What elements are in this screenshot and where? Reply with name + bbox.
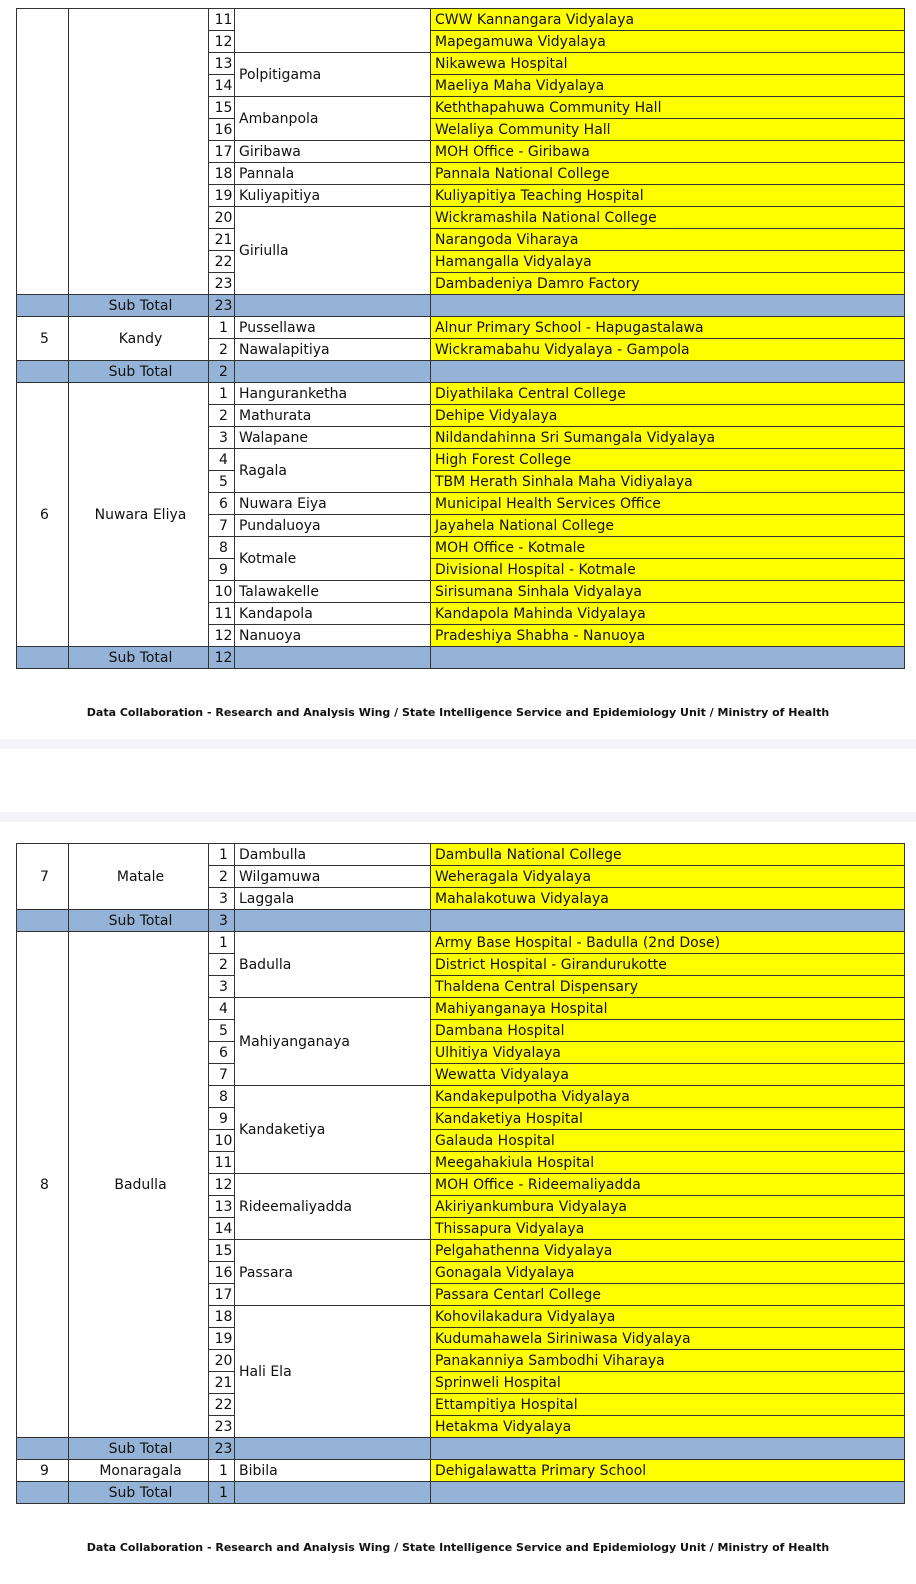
row-index: 2 [209, 954, 235, 976]
row-index: 20 [209, 1350, 235, 1372]
site-name: Divisional Hospital - Kotmale [431, 559, 905, 581]
row-index: 11 [209, 9, 235, 31]
row-index: 4 [209, 998, 235, 1020]
page-footer: Data Collaboration - Research and Analysis Wing / State Intelligence Service and Epidemiology Unit / Ministry of Health [86, 706, 830, 719]
row-index: 21 [209, 229, 235, 251]
town-name: Ambanpola [235, 97, 431, 141]
site-name: Dambana Hospital [431, 1020, 905, 1042]
site-name: Nildandahinna Sri Sumangala Vidyalaya [431, 427, 905, 449]
site-name: Ulhitiya Vidyalaya [431, 1042, 905, 1064]
row-index: 11 [209, 603, 235, 625]
subtotal-spacer [17, 295, 69, 317]
site-name: Hamangalla Vidyalaya [431, 251, 905, 273]
town-name: Kuliyapitiya [235, 185, 431, 207]
town-name: Hali Ela [235, 1306, 431, 1438]
district-no-cell [17, 9, 69, 295]
town-name: Dambulla [235, 844, 431, 866]
town-name: Hanguranketha [235, 383, 431, 405]
town-name: Mahiyanganaya [235, 998, 431, 1086]
site-name: Gonagala Vidyalaya [431, 1262, 905, 1284]
site-name: Akiriyankumbura Vidyalaya [431, 1196, 905, 1218]
site-name: MOH Office - Rideemaliyadda [431, 1174, 905, 1196]
subtotal-spacer [17, 1438, 69, 1460]
site-name: Army Base Hospital - Badulla (2nd Dose) [431, 932, 905, 954]
town-name: Walapane [235, 427, 431, 449]
district-name: Matale [69, 844, 209, 910]
town-name: Pannala [235, 163, 431, 185]
site-name: Narangoda Viharaya [431, 229, 905, 251]
subtotal-spacer [17, 1482, 69, 1504]
row-index: 22 [209, 1394, 235, 1416]
row-index: 17 [209, 141, 235, 163]
town-name: Pussellawa [235, 317, 431, 339]
row-index: 18 [209, 1306, 235, 1328]
table-page-1 [16, 8, 904, 669]
site-name: Mahalakotuwa Vidyalaya [431, 888, 905, 910]
row-index: 3 [209, 976, 235, 998]
site-name: Sirisumana Sinhala Vidyalaya [431, 581, 905, 603]
page-footer: Data Collaboration - Research and Analysis Wing / State Intelligence Service and Epidemiology Unit / Ministry of Health [86, 1541, 830, 1554]
row-index: 2 [209, 405, 235, 427]
site-name: Kohovilakadura Vidyalaya [431, 1306, 905, 1328]
town-name: Bibila [235, 1460, 431, 1482]
row-index: 6 [209, 493, 235, 515]
site-name: Kandakepulpotha Vidyalaya [431, 1086, 905, 1108]
row-index: 10 [209, 581, 235, 603]
table-page-2 [16, 843, 904, 1504]
site-name: Mapegamuwa Vidyalaya [431, 31, 905, 53]
row-index: 13 [209, 53, 235, 75]
row-index: 12 [209, 31, 235, 53]
town-name: Laggala [235, 888, 431, 910]
site-name: Panakanniya Sambodhi Viharaya [431, 1350, 905, 1372]
town-name: Giriulla [235, 207, 431, 295]
site-name: Pelgahathenna Vidyalaya [431, 1240, 905, 1262]
row-index: 1 [209, 1460, 235, 1482]
page-gap [0, 812, 916, 822]
subtotal-blank [431, 910, 905, 932]
subtotal-blank [235, 361, 431, 383]
subtotal-count: 3 [209, 910, 235, 932]
town-name: Badulla [235, 932, 431, 998]
town-name: Giribawa [235, 141, 431, 163]
site-name: Meegahakiula Hospital [431, 1152, 905, 1174]
site-name: Alnur Primary School - Hapugastalawa [431, 317, 905, 339]
town-name: Talawakelle [235, 581, 431, 603]
town-name: Kotmale [235, 537, 431, 581]
district-no: 5 [17, 317, 69, 361]
row-index: 2 [209, 339, 235, 361]
site-name: TBM Herath Sinhala Maha Vidiyalaya [431, 471, 905, 493]
site-name: MOH Office - Giribawa [431, 141, 905, 163]
town-name: Nuwara Eiya [235, 493, 431, 515]
row-index: 4 [209, 449, 235, 471]
site-name: Kandaketiya Hospital [431, 1108, 905, 1130]
site-name: Sprinweli Hospital [431, 1372, 905, 1394]
site-name: MOH Office - Kotmale [431, 537, 905, 559]
row-index: 15 [209, 97, 235, 119]
site-name: Kuliyapitiya Teaching Hospital [431, 185, 905, 207]
row-index: 7 [209, 515, 235, 537]
site-name: High Forest College [431, 449, 905, 471]
subtotal-blank [235, 295, 431, 317]
row-index: 3 [209, 427, 235, 449]
row-index: 21 [209, 1372, 235, 1394]
subtotal-label: Sub Total [69, 647, 209, 669]
district-name: Nuwara Eliya [69, 383, 209, 647]
subtotal-count: 2 [209, 361, 235, 383]
district-name: Kandy [69, 317, 209, 361]
subtotal-blank [235, 1482, 431, 1504]
site-name: Pradeshiya Shabha - Nanuoya [431, 625, 905, 647]
row-index: 19 [209, 1328, 235, 1350]
row-index: 2 [209, 866, 235, 888]
row-index: 12 [209, 625, 235, 647]
subtotal-blank [431, 361, 905, 383]
site-name: CWW Kannangara Vidyalaya [431, 9, 905, 31]
site-name: Municipal Health Services Office [431, 493, 905, 515]
row-index: 18 [209, 163, 235, 185]
subtotal-blank [235, 910, 431, 932]
town-cell [235, 9, 431, 53]
row-index: 23 [209, 1416, 235, 1438]
row-index: 1 [209, 932, 235, 954]
row-index: 6 [209, 1042, 235, 1064]
site-name: Ettampitiya Hospital [431, 1394, 905, 1416]
subtotal-spacer [17, 361, 69, 383]
district-no: 8 [17, 932, 69, 1438]
site-name: Kandapola Mahinda Vidyalaya [431, 603, 905, 625]
row-index: 13 [209, 1196, 235, 1218]
site-name: Maeliya Maha Vidyalaya [431, 75, 905, 97]
site-name: Pannala National College [431, 163, 905, 185]
row-index: 1 [209, 844, 235, 866]
district-no: 9 [17, 1460, 69, 1482]
row-index: 9 [209, 559, 235, 581]
town-name: Kandapola [235, 603, 431, 625]
district-no: 6 [17, 383, 69, 647]
row-index: 14 [209, 1218, 235, 1240]
site-name: Nikawewa Hospital [431, 53, 905, 75]
site-name: Galauda Hospital [431, 1130, 905, 1152]
site-name: Dambulla National College [431, 844, 905, 866]
subtotal-label: Sub Total [69, 361, 209, 383]
town-name: Pundaluoya [235, 515, 431, 537]
row-index: 20 [209, 207, 235, 229]
subtotal-blank [235, 1438, 431, 1460]
site-name: Diyathilaka Central College [431, 383, 905, 405]
subtotal-blank [431, 1438, 905, 1460]
site-name: Dehigalawatta Primary School [431, 1460, 905, 1482]
town-name: Ragala [235, 449, 431, 493]
site-name: Wickramabahu Vidyalaya - Gampola [431, 339, 905, 361]
row-index: 11 [209, 1152, 235, 1174]
row-index: 5 [209, 471, 235, 493]
subtotal-spacer [17, 647, 69, 669]
site-name: District Hospital - Girandurukotte [431, 954, 905, 976]
site-name: Keththapahuwa Community Hall [431, 97, 905, 119]
site-name: Passara Centarl College [431, 1284, 905, 1306]
site-name: Thissapura Vidyalaya [431, 1218, 905, 1240]
row-index: 12 [209, 1174, 235, 1196]
subtotal-spacer [17, 910, 69, 932]
row-index: 23 [209, 273, 235, 295]
row-index: 15 [209, 1240, 235, 1262]
district-name: Monaragala [69, 1460, 209, 1482]
row-index: 8 [209, 1086, 235, 1108]
district-name: Badulla [69, 932, 209, 1438]
row-index: 22 [209, 251, 235, 273]
site-name: Jayahela National College [431, 515, 905, 537]
town-name: Mathurata [235, 405, 431, 427]
town-name: Polpitigama [235, 53, 431, 97]
subtotal-blank [431, 647, 905, 669]
subtotal-count: 1 [209, 1482, 235, 1504]
subtotal-blank [431, 295, 905, 317]
site-name: Kudumahawela Siriniwasa Vidyalaya [431, 1328, 905, 1350]
town-name: Nanuoya [235, 625, 431, 647]
site-name: Wickramashila National College [431, 207, 905, 229]
subtotal-label: Sub Total [69, 295, 209, 317]
site-name: Hetakma Vidyalaya [431, 1416, 905, 1438]
row-index: 3 [209, 888, 235, 910]
row-index: 5 [209, 1020, 235, 1042]
site-name: Welaliya Community Hall [431, 119, 905, 141]
site-name: Dambadeniya Damro Factory [431, 273, 905, 295]
row-index: 7 [209, 1064, 235, 1086]
town-name: Rideemaliyadda [235, 1174, 431, 1240]
subtotal-count: 23 [209, 1438, 235, 1460]
subtotal-label: Sub Total [69, 1438, 209, 1460]
row-index: 19 [209, 185, 235, 207]
row-index: 16 [209, 1262, 235, 1284]
row-index: 1 [209, 383, 235, 405]
row-index: 10 [209, 1130, 235, 1152]
row-index: 1 [209, 317, 235, 339]
row-index: 8 [209, 537, 235, 559]
row-index: 9 [209, 1108, 235, 1130]
subtotal-count: 12 [209, 647, 235, 669]
district-no: 7 [17, 844, 69, 910]
town-name: Nawalapitiya [235, 339, 431, 361]
subtotal-count: 23 [209, 295, 235, 317]
town-name: Kandaketiya [235, 1086, 431, 1174]
page-gap [0, 739, 916, 749]
subtotal-blank [235, 647, 431, 669]
row-index: 14 [209, 75, 235, 97]
district-name-cell [69, 9, 209, 295]
row-index: 17 [209, 1284, 235, 1306]
site-name: Weheragala Vidyalaya [431, 866, 905, 888]
subtotal-label: Sub Total [69, 1482, 209, 1504]
site-name: Dehipe Vidyalaya [431, 405, 905, 427]
subtotal-label: Sub Total [69, 910, 209, 932]
row-index: 16 [209, 119, 235, 141]
town-name: Wilgamuwa [235, 866, 431, 888]
site-name: Wewatta Vidyalaya [431, 1064, 905, 1086]
subtotal-blank [431, 1482, 905, 1504]
town-name: Passara [235, 1240, 431, 1306]
site-name: Mahiyanganaya Hospital [431, 998, 905, 1020]
site-name: Thaldena Central Dispensary [431, 976, 905, 998]
